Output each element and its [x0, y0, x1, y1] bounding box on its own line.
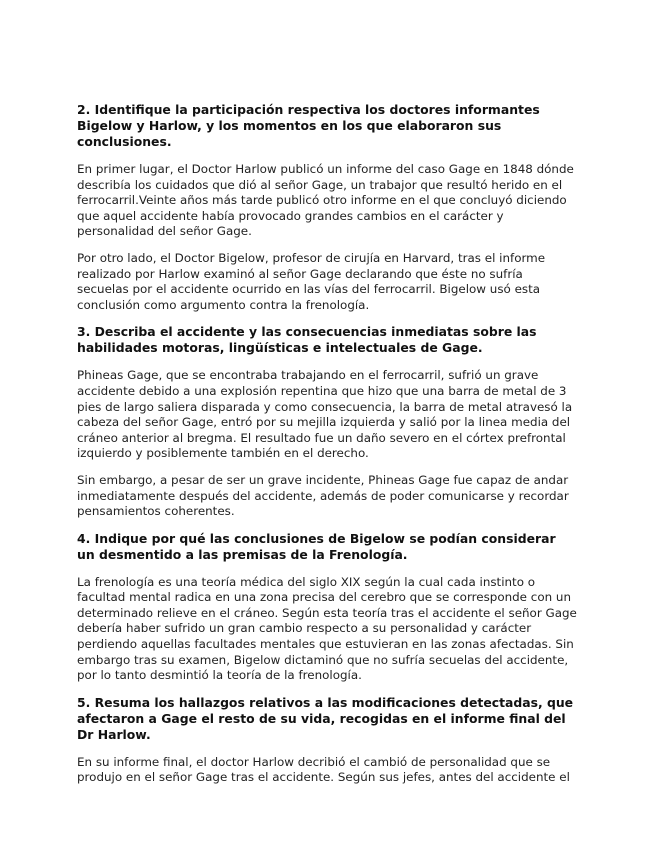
- paragraph: La frenología es una teoría médica del siglo XIX según la cual cada instinto o facultad mental radica en una zona precisa del cerebro que se corresponde con un determinado relieve en el cráneo. Según esta teoría tras el accidente el señor Gage debería haber sufrido un gran cambio respecto a su personalidad y carácter perdiendo aquellas facultades mentales que estuvieran en las zonas afectadas. Sin embargo tras su examen, Bigelow dictaminó que no sufría secuelas del accidente, por lo tanto desmintió la teoría de la frenología.: [77, 574, 577, 683]
- section-question-5: [77, 695, 577, 786]
- paragraph: Phineas Gage, que se encontraba trabajando en el ferrocarril, sufrió un grave accidente debido a una explosión repentina que hizo que una barra de metal de 3 pies de largo saliera disparada y como consecuencia, la barra de metal atravesó la cabeza del señor Gage, entró por su mejilla izquierda y salió por la linea media del cráneo anterior al bregma. El resultado fue un daño severo en el córtex prefrontal izquierdo y posiblemente también en el derecho.: [77, 368, 573, 461]
- section-heading: 3. Describa el accidente y las consecuencias inmediatas sobre las habilidades motoras, lingüísticas e intelectuales de Gage.: [77, 324, 537, 356]
- section-heading: 4. Indique por qué las conclusiones de Bigelow se podían considerar un desmentido a las premisas de la Frenología.: [77, 530, 556, 562]
- section-question-2: [77, 102, 577, 313]
- section-question-4: [77, 531, 577, 684]
- paragraph: Sin embargo, a pesar de ser un grave incidente, Phineas Gage fue capaz de andar inmediatamente después del accidente, además de poder comunicarse y recordar pensamientos coherentes.: [77, 472, 569, 519]
- section-question-3: [77, 324, 577, 519]
- section-heading: 5. Resuma los hallazgos relativos a las modificaciones detectadas, que afectaron a Gage el resto de su vida, recogidas en el informe final del Dr Harlow.: [77, 694, 574, 742]
- paragraph: En su informe final, el doctor Harlow decribió el cambió de personalidad que se produjo en el señor Gage tras el accidente. Según sus jefes, antes del accidente el: [77, 754, 570, 785]
- document-page: [77, 102, 577, 797]
- paragraph: Por otro lado, el Doctor Bigelow, profesor de cirujía en Harvard, tras el informe realizado por Harlow examinó al señor Gage declarando que éste no sufría secuelas por el accidente ocurrido en las vías del ferrocarril. Bigelow usó esta conclusión como argumento contra la frenología.: [77, 250, 546, 312]
- paragraph: En primer lugar, el Doctor Harlow publicó un informe del caso Gage en 1848 dónde describía los cuidados que dió al señor Gage, un trabajor que resultó herido en el ferrocarril.Veinte años más tarde publicó otro informe en el que concluyó diciendo que aquel accidente había provocado grandes cambios en el carácter y personalidad del señor Gage.: [77, 162, 574, 239]
- section-heading: 2. Identifique la participación respectiva los doctores informantes Bigelow y Harlow, y los momentos en los que elaboraron sus conclusiones.: [77, 102, 540, 149]
